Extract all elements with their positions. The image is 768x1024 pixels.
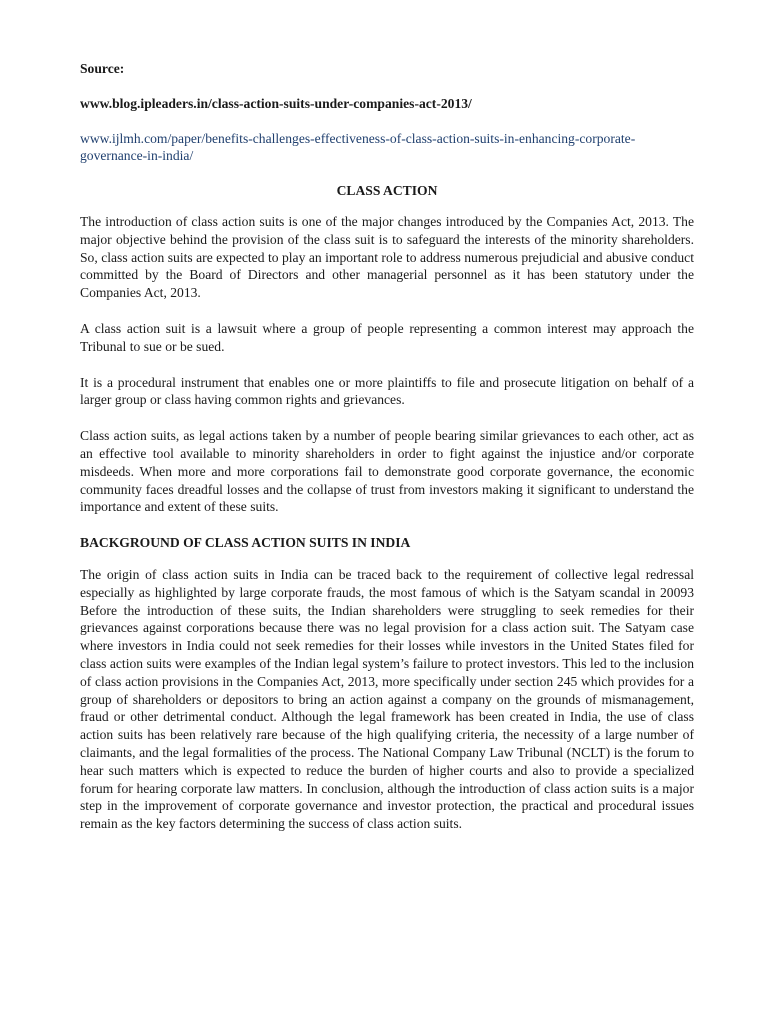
paragraph-background: The origin of class action suits in India can be traced back to the requirement of collective legal redressal especially as highlighted by large corporate frauds, the most famous of which is the Satyam scandal in 20093 Before the introduction of these suits, the Indian shareholders were struggling to seek remedies for their grievances against corporations because there was no legal provision for a class action suit. The Satyam case where investors in India could not seek remedies for their losses while investors in the United States filed for class action suits were examples of the Indian legal system’s failure to protect investors. This led to the inclusion of class action provisions in the Companies Act, 2013, more specifically under section 245 which provides for a group of shareholders or depositors to bring an action against a company on the grounds of mismanagement, fraud or other detrimental conduct. Although the legal framework has been created in India, the use of class action suits has been relatively rare because of the high qualifying criteria, the necessity of a large number of claimants, and the legal formalities of the process. The National Company Law Tribunal (NCLT) is the forum to hear such matters which is expected to reduce the burden of higher courts and also to provide a specialized forum for hearing corporate law matters. In conclusion, although the introduction of class action suits is a major step in the improvement of corporate governance and investor protection, the practical and procedural issues remain as the key factors determining the success of class action suits.: [80, 566, 694, 832]
source-label: Source:: [80, 61, 125, 76]
paragraph-introduction: The introduction of class action suits is one of the major changes introduced by the Companies Act, 2013. The major objective behind the provision of the class suit is to safeguard the interests of the minority shareholders. So, class action suits are expected to play an important role to address numerous prejudicial and abusive conduct committed by the Board of Directors and other managerial personnel as it has been statutory under the Companies Act, 2013.: [80, 213, 694, 301]
document-title: CLASS ACTION: [336, 183, 438, 199]
paragraph-definition: A class action suit is a lawsuit where a group of people representing a common interest may approach the Tribunal to sue or be sued.: [80, 320, 694, 354]
document-page: [80, 60, 694, 851]
paragraph-procedural-instrument: It is a procedural instrument that enables one or more plaintiffs to file and prosecute litigation on behalf of a larger group or class having common rights and grievances.: [80, 374, 694, 408]
paragraph-effective-tool: Class action suits, as legal actions taken by a number of people bearing similar grievances to each other, act as an effective tool available to minority shareholders in order to fight against the injustice and/or corporate misdeeds. When more and more corporations fail to demonstrate good corporate governance, the economic community faces dreadful losses and the collapse of trust from investors making it significant to understand the importance and extent of these suits.: [80, 428, 694, 515]
source-link-ijlmh[interactable]: www.ijlmh.com/paper/benefits-challenges-effectiveness-of-class-action-suits-in-enhancing-corporate-governance-in-india/: [80, 130, 636, 164]
section-heading-background: BACKGROUND OF CLASS ACTION SUITS IN INDIA: [80, 535, 411, 551]
source-link-ipleaders[interactable]: www.blog.ipleaders.in/class-action-suits-under-companies-act-2013/: [80, 95, 472, 111]
